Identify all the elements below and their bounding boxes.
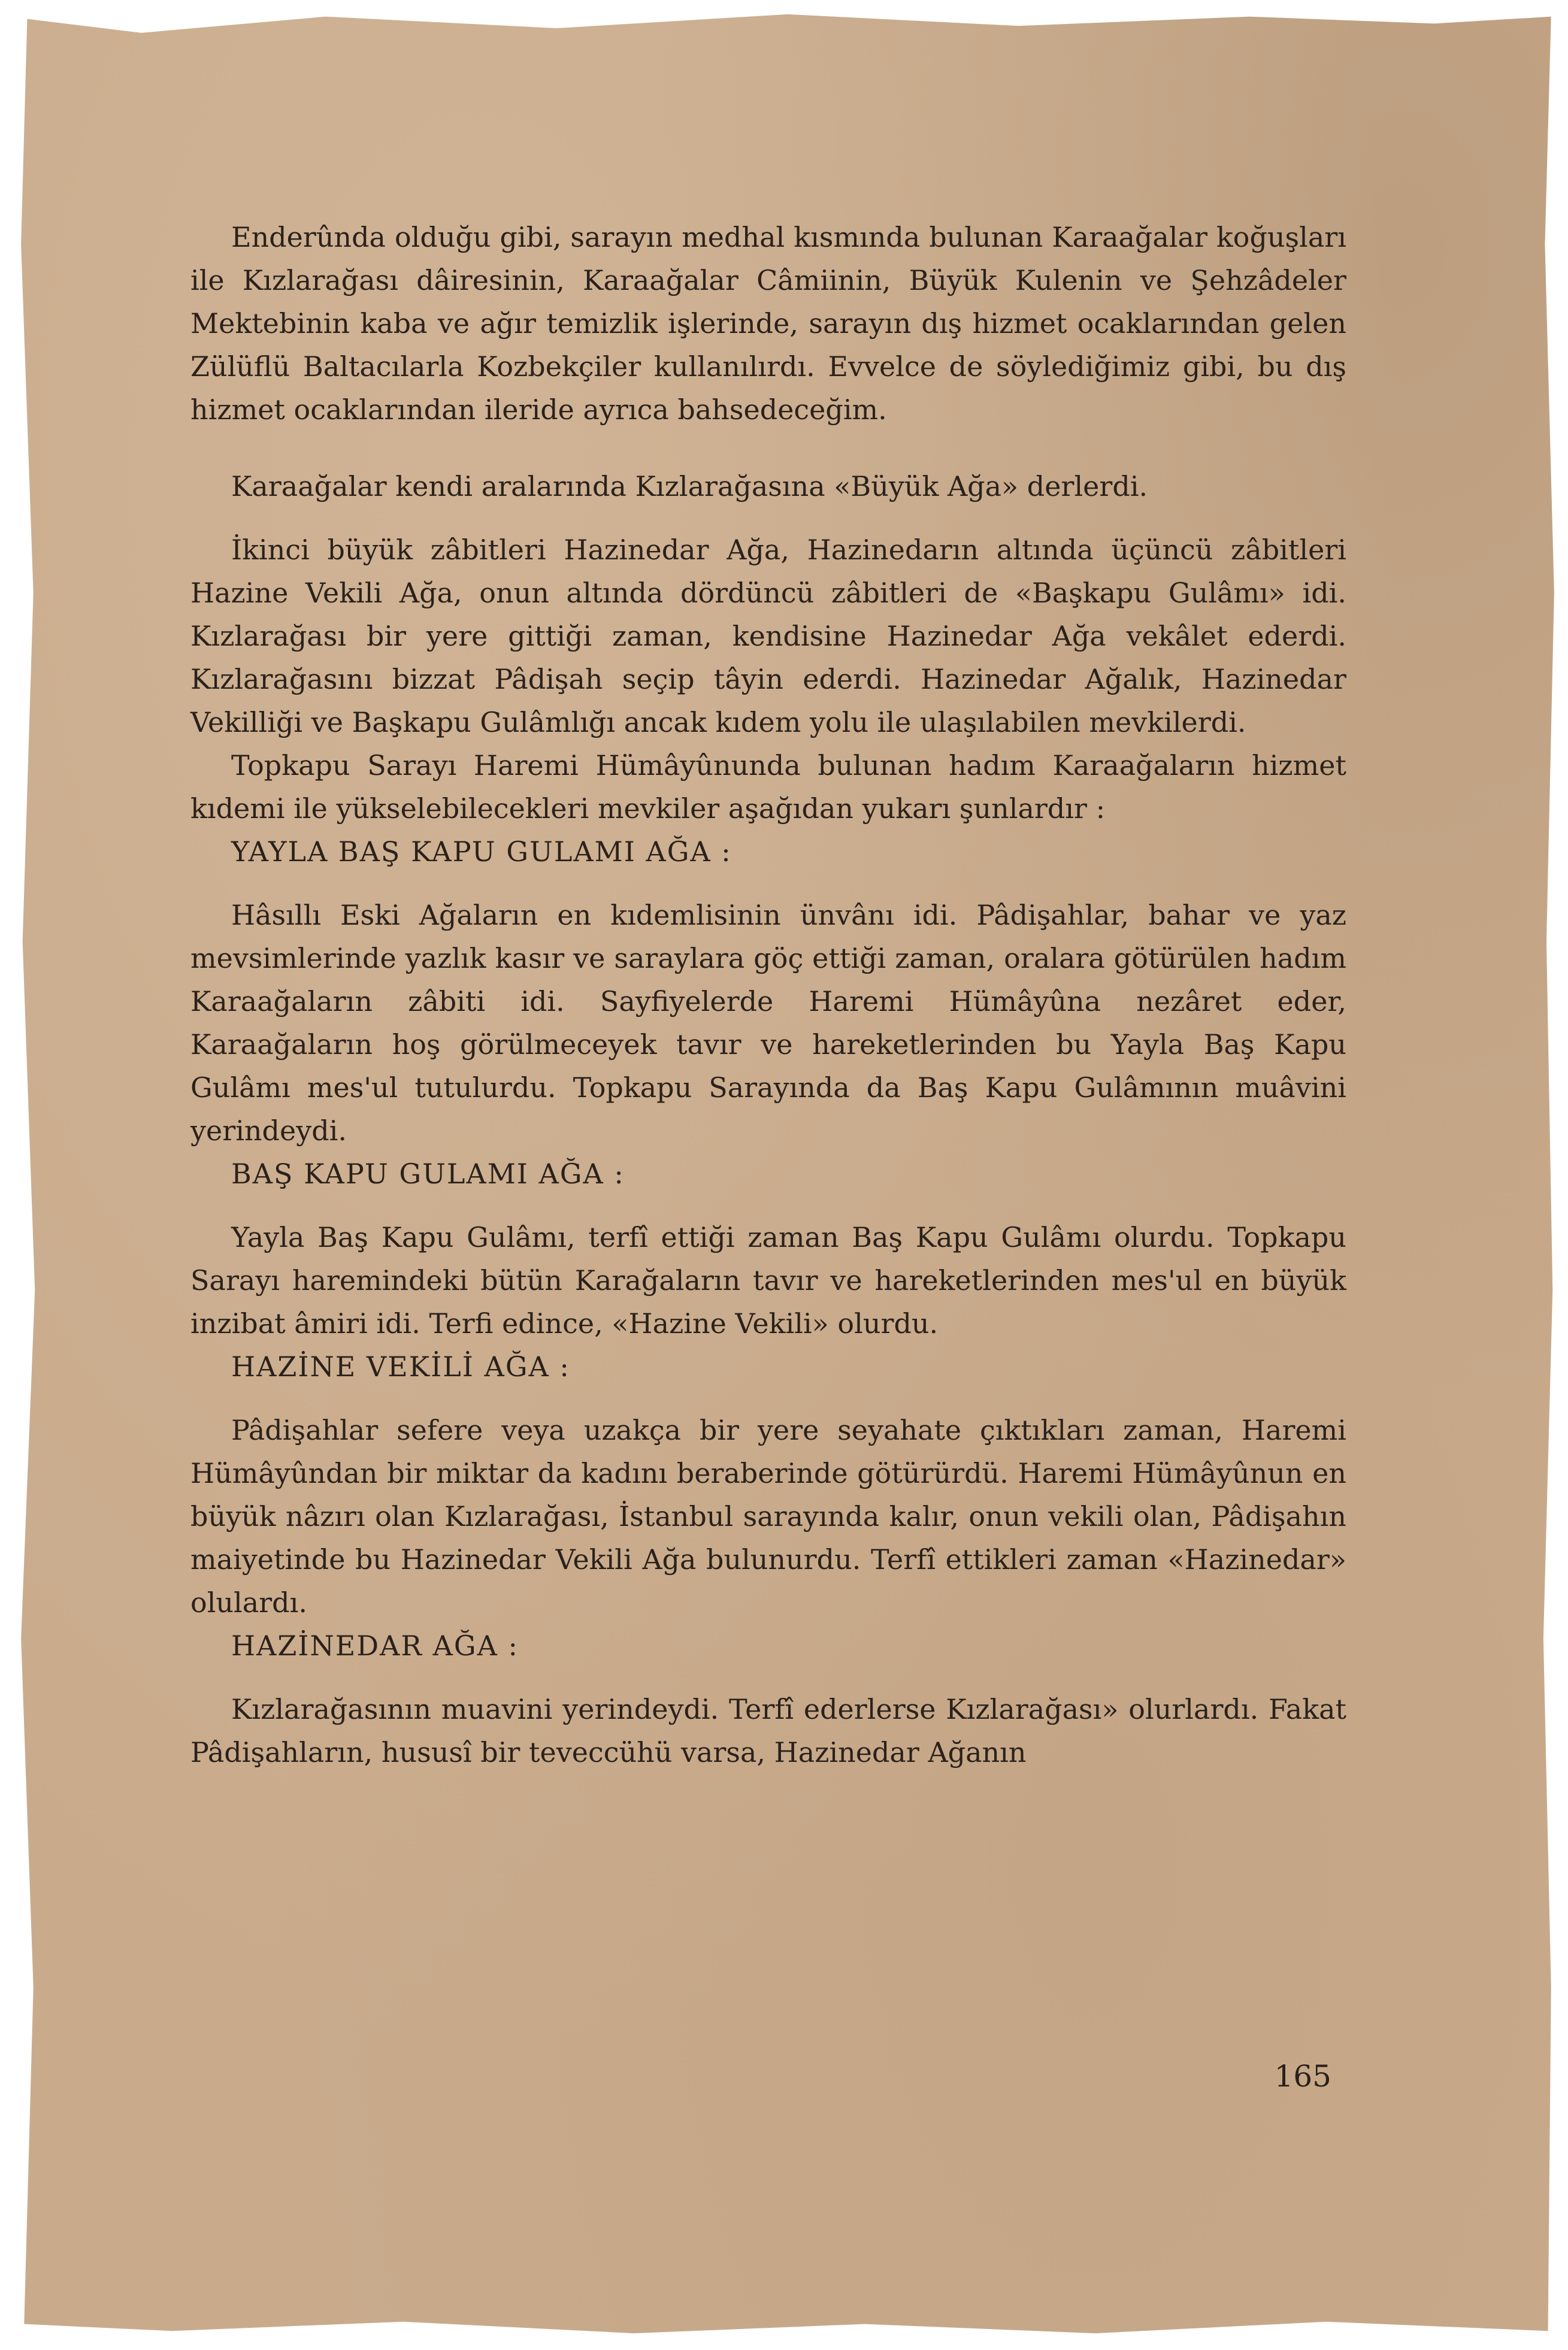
page-body-text bbox=[190, 216, 1346, 1774]
heading-hazine-vekili: HAZİNE VEKİLİ AĞA : bbox=[231, 1350, 570, 1383]
paragraph-hazinedar-aga: Kızlarağasının muavini yerindeydi. Terfî ederlerse Kızlarağası» olurlardı. Fakat Pâdişahların, hususî bir teveccühü varsa, Hazinedar Ağanın bbox=[190, 1693, 1346, 1768]
paragraph-bas-kapu-gulami: Yayla Baş Kapu Gulâmı, terfî ettiği zaman Baş Kapu Gulâmı olurdu. Topkapu Sarayı haremindeki bütün Karağaların tavır ve hareketlerinden mes'ul en büyük inzibat âmiri idi. Terfi edince, «Hazine Vekili» olurdu. bbox=[190, 1221, 1346, 1340]
paragraph-hazine-vekili: Pâdişahlar sefere veya uzakça bir yere seyahate çıktıkları zaman, Haremi Hümâyûndan bir miktar da kadını beraberinde götürürdü. Haremi Hümâyûnun en büyük nâzırı olan Kızlarağası, İstanbul sarayında kalır, onun vekili olan, Pâdişahın maiyetinde bu Hazinedar Vekili Ağa bulunurdu. Terfî ettikleri zaman «Hazinedar» olulardı. bbox=[190, 1414, 1346, 1619]
heading-hazinedar-aga: HAZİNEDAR AĞA : bbox=[231, 1630, 519, 1662]
page-number: 165 bbox=[1274, 2059, 1331, 2094]
heading-bas-kapu-gulami: BAŞ KAPU GULAMI AĞA : bbox=[231, 1158, 625, 1190]
paragraph-mevkiler: Topkapu Sarayı Haremi Hümâyûnunda bulunan hadım Karaağaların hizmet kıdemi ile yükselebilecekleri mevkiler aşağıdan yukarı şunlardır : bbox=[190, 749, 1346, 825]
paragraph-zabitler: İkinci büyük zâbitleri Hazinedar Ağa, Hazinedarın altında üçüncü zâbitleri Hazine Vekili Ağa, onun altında dördüncü zâbitleri de «Başkapu Gulâmı» idi. Kızlarağası bir yere gittiği zaman, kendisine Hazinedar Ağa vekâlet ederdi. Kızlarağasını bizzat Pâdişah seçip tâyin ederdi. Hazinedar Ağalık, Hazinedar Vekilliği ve Başkapu Gulâmlığı ancak kıdem yolu ile ulaşılabilen mevkilerdi. bbox=[190, 534, 1346, 738]
paragraph-enderun: Enderûnda olduğu gibi, sarayın medhal kısmında bulunan Karaağalar koğuşları ile Kızlarağası dâiresinin, Karaağalar Câmiinin, Büyük Kulenin ve Şehzâdeler Mektebinin kaba ve ağır temizlik işlerinde, sarayın dış hizmet ocaklarından gelen Zülüflü Baltacılarla Kozbekçiler kullanılırdı. Evvelce de söylediğimiz gibi, bu dış hizmet ocaklarından ileride ayrıca bahsedeceğim. bbox=[190, 221, 1346, 426]
paragraph-yayla-bas-kapu-gulami: Hâsıllı Eski Ağaların en kıdemlisinin ünvânı idi. Pâdişahlar, bahar ve yaz mevsimlerinde yazlık kasır ve saraylara göç ettiği zaman, oralara götürülen hadım Karaağaların zâbiti idi. Sayfiyelerde Haremi Hümâyûna nezâret eder, Karaağaların hoş görülmeceyek tavır ve hareketlerinden bu Yayla Baş Kapu Gulâmı mes'ul tutulurdu. Topkapu Sarayında da Baş Kapu Gulâmının muâvini yerindeydi. bbox=[190, 899, 1346, 1147]
paragraph-buyuk-aga: Karaağalar kendi aralarında Kızlarağasına «Büyük Ağa» derlerdi. bbox=[231, 470, 1148, 502]
heading-yayla-bas-kapu-gulami: YAYLA BAŞ KAPU GULAMI AĞA : bbox=[231, 835, 732, 868]
